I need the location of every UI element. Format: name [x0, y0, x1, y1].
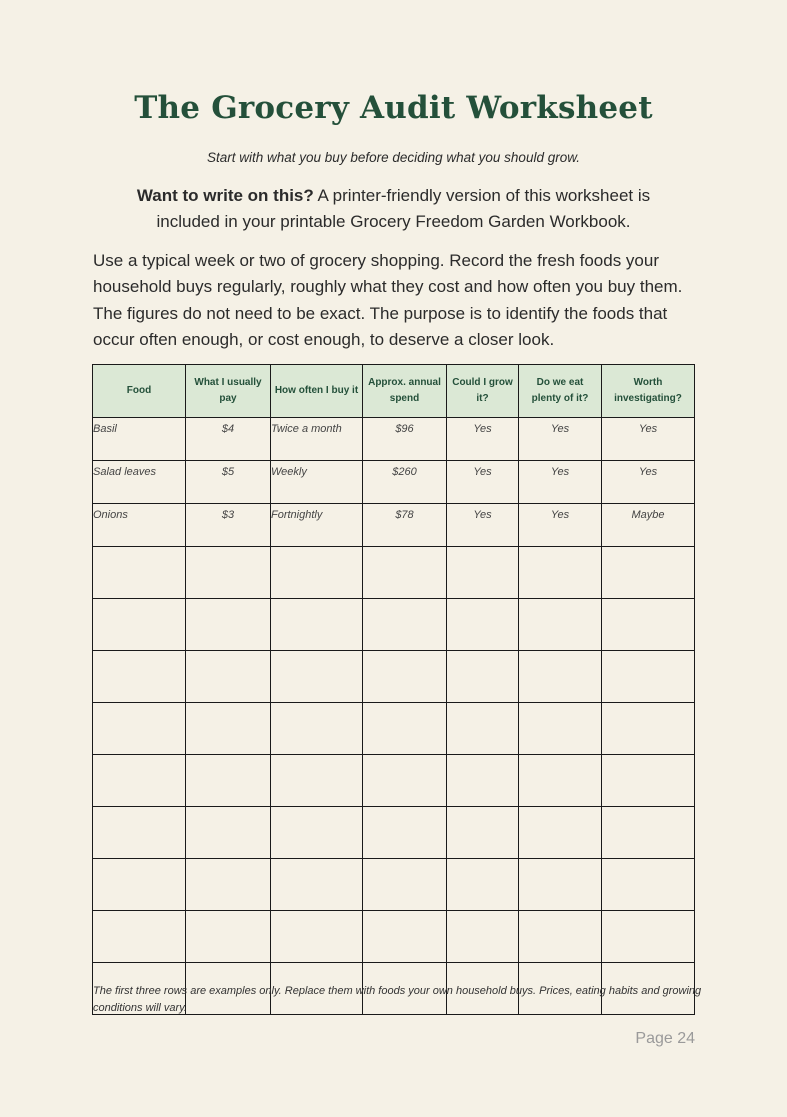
audit-table — [92, 364, 695, 1015]
notice-text: A printer-friendly version of this worksheet is included in your printable Grocery Freedom Garden Workbook. — [156, 186, 651, 231]
cell-frequency[interactable]: Weekly — [271, 461, 363, 504]
header-food: Food — [93, 365, 186, 418]
blank-cell[interactable] — [519, 651, 602, 703]
blank-cell[interactable] — [602, 911, 695, 963]
blank-cell[interactable] — [271, 651, 363, 703]
table-row-blank — [93, 911, 695, 963]
table-row-blank — [93, 859, 695, 911]
cell-could-grow[interactable]: Yes — [447, 504, 519, 547]
blank-cell[interactable] — [271, 755, 363, 807]
blank-cell[interactable] — [363, 807, 447, 859]
blank-cell[interactable] — [447, 599, 519, 651]
blank-cell[interactable] — [519, 547, 602, 599]
table-row-blank — [93, 599, 695, 651]
blank-cell[interactable] — [93, 755, 186, 807]
header-annual-spend: Approx. annual spend — [363, 365, 447, 418]
blank-cell[interactable] — [602, 859, 695, 911]
blank-cell[interactable] — [602, 807, 695, 859]
table-row — [93, 461, 695, 504]
blank-cell[interactable] — [363, 599, 447, 651]
blank-cell[interactable] — [186, 859, 271, 911]
blank-cell[interactable] — [271, 547, 363, 599]
blank-cell[interactable] — [186, 703, 271, 755]
header-eat-plenty: Do we eat plenty of it? — [519, 365, 602, 418]
table-row-blank — [93, 755, 695, 807]
cell-annual-spend[interactable]: $96 — [363, 418, 447, 461]
blank-cell[interactable] — [363, 651, 447, 703]
blank-cell[interactable] — [447, 547, 519, 599]
blank-cell[interactable] — [519, 807, 602, 859]
table-row-blank — [93, 703, 695, 755]
table-header-row — [93, 365, 695, 418]
blank-cell[interactable] — [93, 703, 186, 755]
header-frequency: How often I buy it — [271, 365, 363, 418]
cell-usual-pay[interactable]: $4 — [186, 418, 271, 461]
table-row-blank — [93, 807, 695, 859]
blank-cell[interactable] — [363, 911, 447, 963]
blank-cell[interactable] — [447, 911, 519, 963]
cell-worth-investigating[interactable]: Maybe — [602, 504, 695, 547]
table-row-blank — [93, 651, 695, 703]
blank-cell[interactable] — [519, 911, 602, 963]
cell-worth-investigating[interactable]: Yes — [602, 418, 695, 461]
cell-frequency[interactable]: Twice a month — [271, 418, 363, 461]
blank-cell[interactable] — [186, 807, 271, 859]
blank-cell[interactable] — [363, 859, 447, 911]
blank-cell[interactable] — [602, 599, 695, 651]
header-could-grow: Could I grow it? — [447, 365, 519, 418]
blank-cell[interactable] — [271, 859, 363, 911]
blank-cell[interactable] — [271, 911, 363, 963]
blank-cell[interactable] — [271, 599, 363, 651]
cell-eat-plenty[interactable]: Yes — [519, 504, 602, 547]
blank-cell[interactable] — [93, 911, 186, 963]
blank-cell[interactable] — [363, 547, 447, 599]
blank-cell[interactable] — [186, 651, 271, 703]
notice-bold: Want to write on this? — [136, 186, 314, 205]
table-row-blank — [93, 547, 695, 599]
cell-usual-pay[interactable]: $3 — [186, 504, 271, 547]
blank-cell[interactable] — [93, 859, 186, 911]
cell-frequency[interactable]: Fortnightly — [271, 504, 363, 547]
blank-cell[interactable] — [602, 703, 695, 755]
cell-annual-spend[interactable]: $260 — [363, 461, 447, 504]
blank-cell[interactable] — [447, 859, 519, 911]
page-subtitle: Start with what you buy before deciding what you should grow. — [207, 150, 580, 165]
blank-cell[interactable] — [519, 859, 602, 911]
blank-cell[interactable] — [93, 599, 186, 651]
page-number: Page 24 — [635, 1030, 695, 1047]
blank-cell[interactable] — [602, 547, 695, 599]
blank-cell[interactable] — [363, 755, 447, 807]
blank-cell[interactable] — [519, 755, 602, 807]
blank-cell[interactable] — [363, 703, 447, 755]
blank-cell[interactable] — [186, 599, 271, 651]
blank-cell[interactable] — [519, 599, 602, 651]
blank-cell[interactable] — [519, 703, 602, 755]
blank-cell[interactable] — [447, 651, 519, 703]
blank-cell[interactable] — [186, 911, 271, 963]
header-worth-investigating: Worth investigating? — [602, 365, 695, 418]
header-usual-pay: What I usually pay — [186, 365, 271, 418]
cell-could-grow[interactable]: Yes — [447, 461, 519, 504]
cell-eat-plenty[interactable]: Yes — [519, 418, 602, 461]
cell-usual-pay[interactable]: $5 — [186, 461, 271, 504]
blank-cell[interactable] — [186, 755, 271, 807]
blank-cell[interactable] — [602, 755, 695, 807]
table-row — [93, 418, 695, 461]
page-title: The Grocery Audit Worksheet — [134, 90, 653, 126]
cell-food[interactable]: Basil — [93, 418, 186, 461]
blank-cell[interactable] — [271, 807, 363, 859]
table-row — [93, 504, 695, 547]
blank-cell[interactable] — [447, 807, 519, 859]
blank-cell[interactable] — [93, 651, 186, 703]
cell-food[interactable]: Salad leaves — [93, 461, 186, 504]
blank-cell[interactable] — [447, 703, 519, 755]
cell-food[interactable]: Onions — [93, 504, 186, 547]
cell-annual-spend[interactable]: $78 — [363, 504, 447, 547]
footnote: The first three rows are examples only. Replace them with foods your own household buys. Prices, eating habits and growing conditions will vary. — [93, 985, 702, 1014]
cell-eat-plenty[interactable]: Yes — [519, 461, 602, 504]
blank-cell[interactable] — [93, 807, 186, 859]
cell-worth-investigating[interactable]: Yes — [602, 461, 695, 504]
blank-cell[interactable] — [186, 547, 271, 599]
cell-could-grow[interactable]: Yes — [447, 418, 519, 461]
blank-cell[interactable] — [602, 651, 695, 703]
printable-notice — [110, 183, 677, 235]
blank-cell[interactable] — [93, 547, 186, 599]
blank-cell[interactable] — [271, 703, 363, 755]
intro-paragraph: Use a typical week or two of grocery shopping. Record the fresh foods your household buys regularly, roughly what they cost and how often you buy them. The figures do not need to be exact. The purpose is to identify the foods that occur often enough, or cost enough, to deserve a closer look. — [93, 251, 683, 349]
blank-cell[interactable] — [447, 755, 519, 807]
